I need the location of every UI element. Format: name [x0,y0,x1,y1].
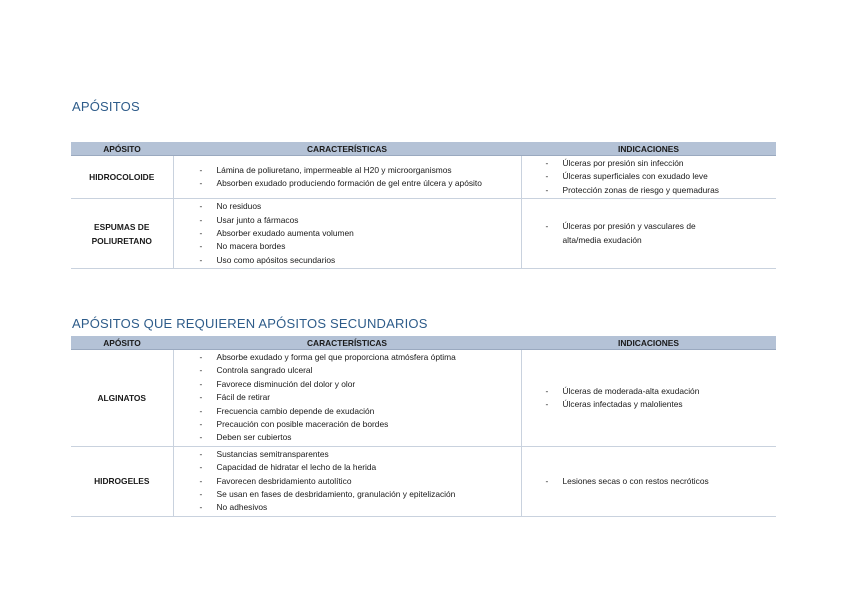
list-item: - Úlceras de moderada-alta exudación [546,385,777,398]
header-caracteristicas: CARACTERÍSTICAS [173,142,521,156]
aposito-name: HIDROCOLOIDE [71,156,173,199]
indicaciones-list [522,475,777,488]
list-item: - Precaución con posible maceración de bordes [200,418,521,431]
list-item: - Úlceras superficiales con exudado leve [546,170,777,183]
table-apositos [71,142,776,269]
list-item: - Favorecen desbridamiento autolítico [200,475,521,488]
list-item: - Úlceras infectadas y malolientes [546,398,777,411]
caracteristicas-list [174,448,521,515]
caracteristicas-list [174,351,521,445]
header-indicaciones: INDICACIONES [521,142,776,156]
list-item: - Usar junto a fármacos [200,214,521,227]
indicaciones-list [522,157,777,197]
section-title-apositos: APÓSITOS [72,99,140,114]
indicaciones-list [522,385,777,412]
list-item: - No residuos [200,200,521,213]
table-row [71,199,776,269]
caracteristicas-cell [173,156,521,199]
list-item: - Favorece disminución del dolor y olor [200,378,521,391]
list-item: - No adhesivos [200,501,521,514]
indicaciones-list [522,220,777,247]
list-item: - Sustancias semitransparentes [200,448,521,461]
indicaciones-cell [521,199,776,269]
list-item: - Protección zonas de riesgo y quemaduras [546,184,777,197]
caracteristicas-cell [173,446,521,516]
list-item: - Lesiones secas o con restos necróticos [546,475,777,488]
table-header-row [71,142,776,156]
aposito-name: HIDROGELES [71,446,173,516]
list-item: - Uso como apósitos secundarios [200,254,521,267]
list-item: - Fácil de retirar [200,391,521,404]
list-item: - Absorbe exudado y forma gel que proporciona atmósfera óptima [200,351,521,364]
caracteristicas-list [174,200,521,267]
header-aposito: APÓSITO [71,142,173,156]
caracteristicas-list [174,164,521,191]
list-item: - Capacidad de hidratar el lecho de la herida [200,461,521,474]
caracteristicas-cell [173,199,521,269]
indicaciones-cell [521,156,776,199]
list-item: - Frecuencia cambio depende de exudación [200,405,521,418]
header-indicaciones: INDICACIONES [521,336,776,350]
table-apositos-secundarios [71,336,776,517]
table-header-row [71,336,776,350]
section-title-apositos-secundarios: APÓSITOS QUE REQUIEREN APÓSITOS SECUNDARIOS [72,316,428,331]
table-row [71,156,776,199]
list-item: - Absorben exudado produciendo formación de gel entre úlcera y apósito [200,177,521,190]
list-item: - Lámina de poliuretano, impermeable al H20 y microorganismos [200,164,521,177]
header-caracteristicas: CARACTERÍSTICAS [173,336,521,350]
table-row [71,446,776,516]
list-item: - Se usan en fases de desbridamiento, granulación y epitelización [200,488,521,501]
list-item: - Úlceras por presión y vasculares de alta/media exudación [546,220,737,247]
list-item: - Absorber exudado aumenta volumen [200,227,521,240]
list-item: - No macera bordes [200,240,521,253]
list-item: - Deben ser cubiertos [200,431,521,444]
indicaciones-cell [521,350,776,447]
indicaciones-cell [521,446,776,516]
aposito-name: ALGINATOS [71,350,173,447]
table-row [71,350,776,447]
list-item: - Controla sangrado ulceral [200,364,521,377]
list-item: - Úlceras por presión sin infección [546,157,777,170]
aposito-name: ESPUMAS DE POLIURETANO [71,199,173,269]
caracteristicas-cell [173,350,521,447]
header-aposito: APÓSITO [71,336,173,350]
